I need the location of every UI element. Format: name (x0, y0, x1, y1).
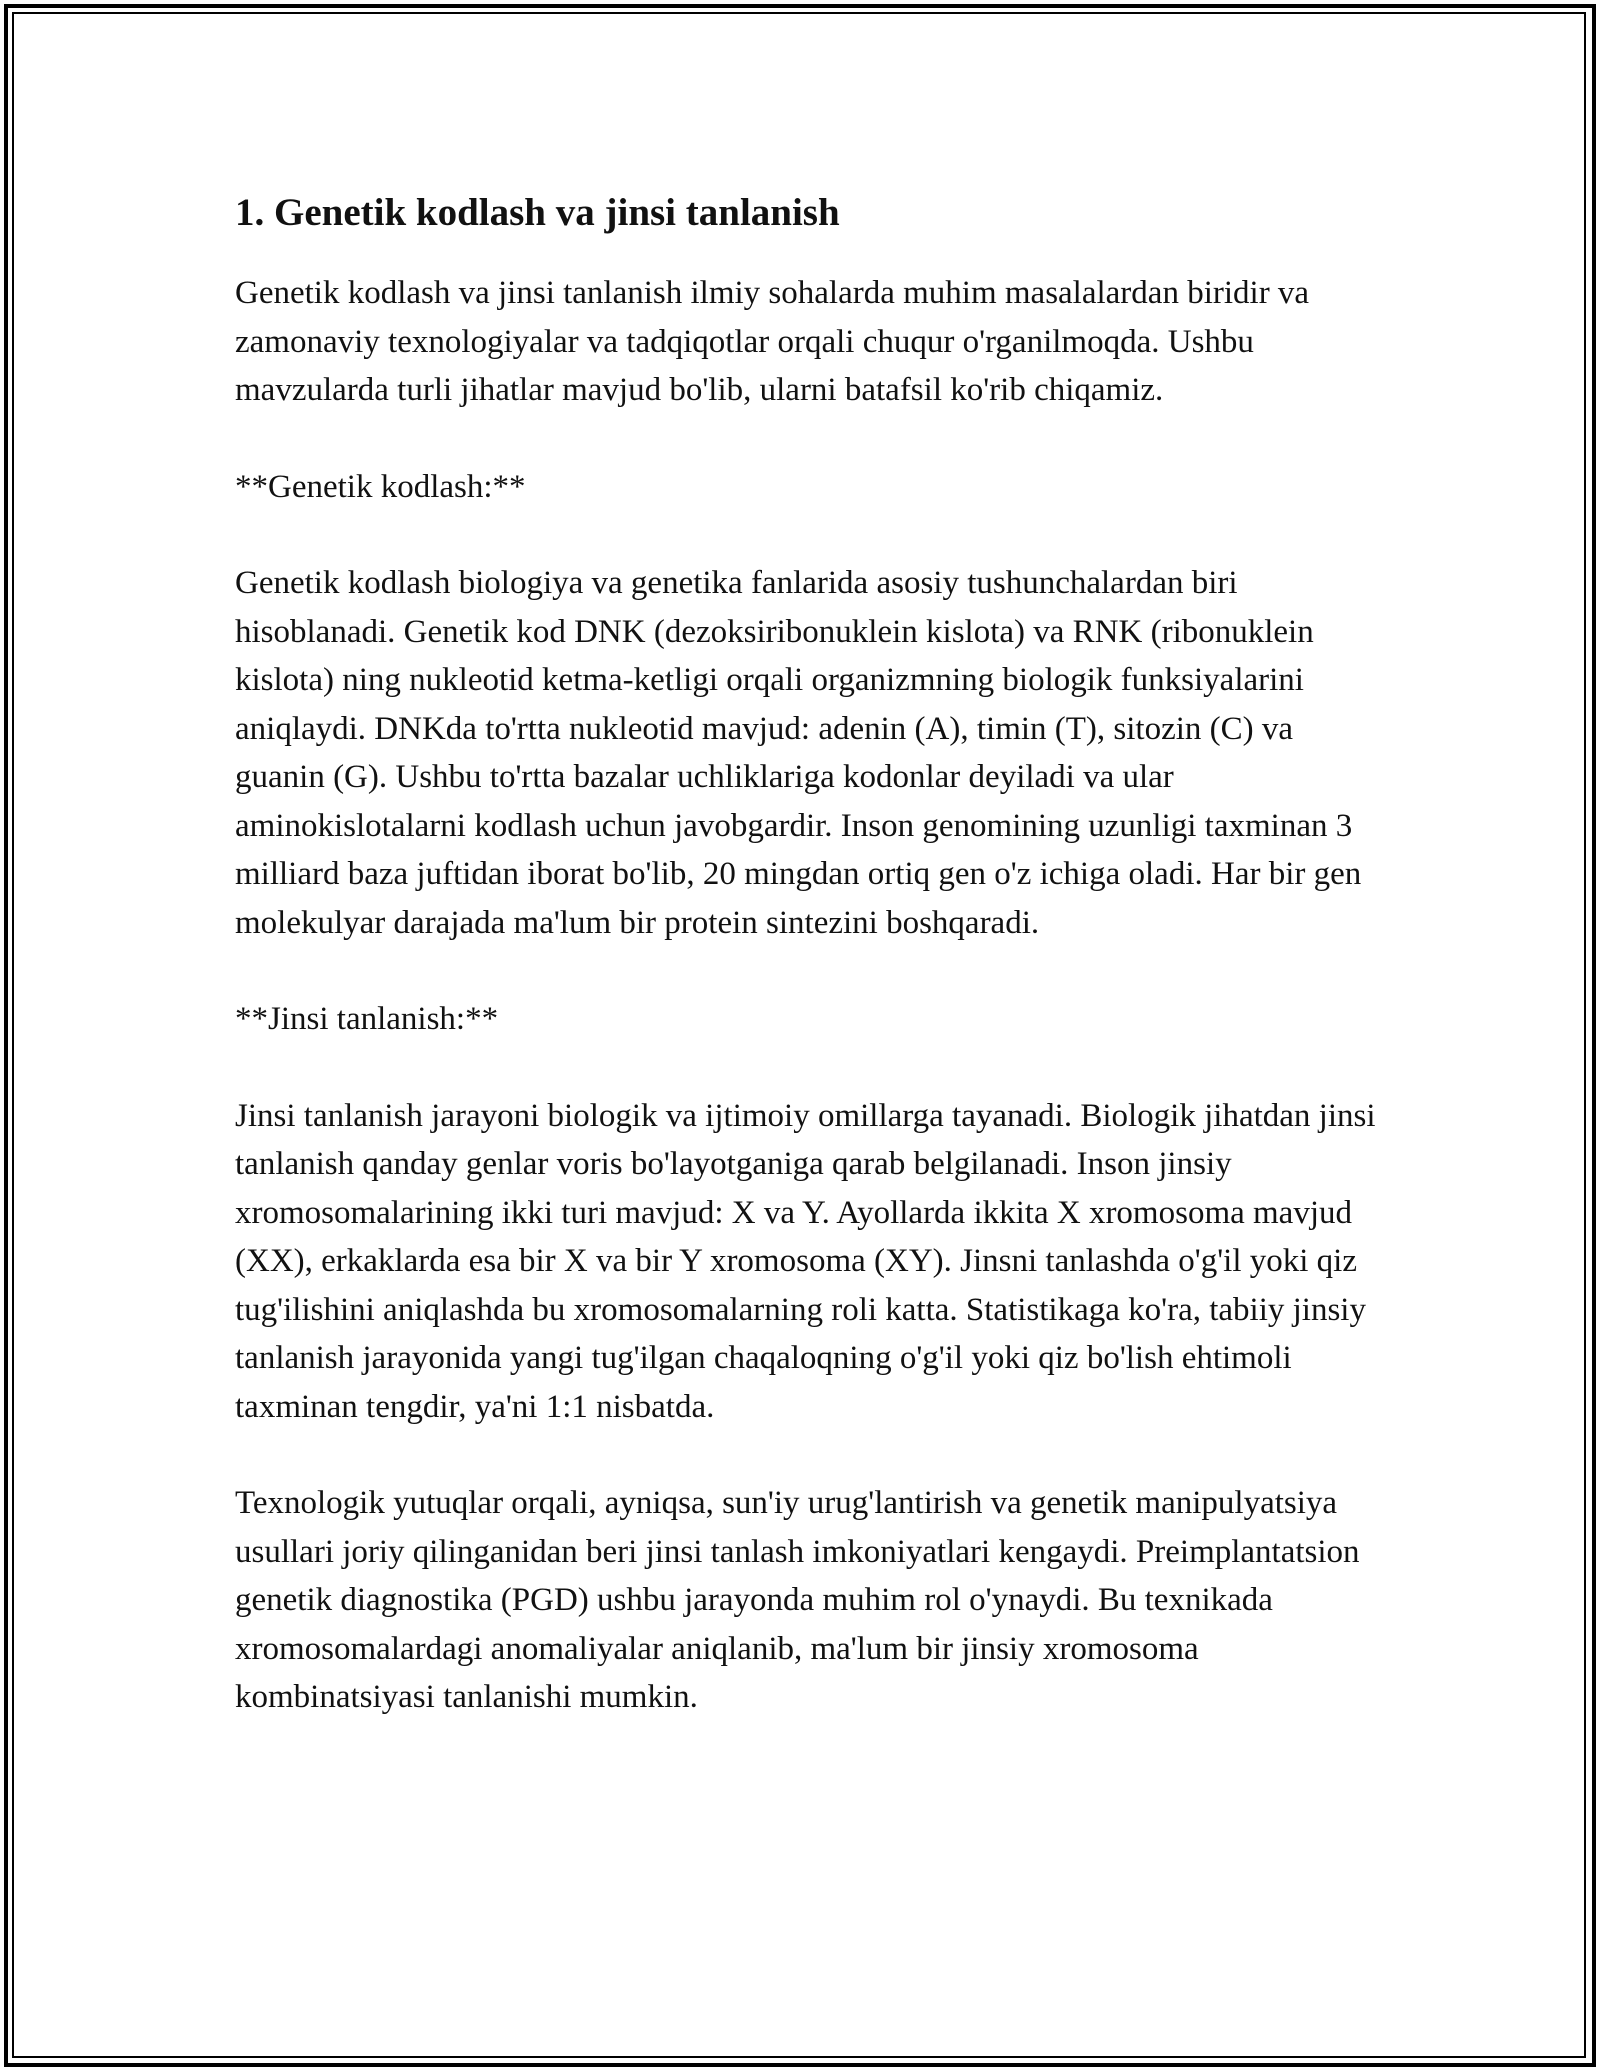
document-title: 1. Genetik kodlash va jinsi tanlanish (235, 191, 840, 234)
document-body (235, 185, 1385, 1770)
section-label-genetic-coding: **Genetik kodlash:** (235, 468, 526, 505)
technology-paragraph: Texnologik yutuqlar orqali, ayniqsa, sun'iy urug'lantirish va genetik manipulyatsiya usullari joriy qilinganidan beri jinsi tanlash imkoniyatlari kengaydi. Preimplantatsion genetik diagnostika (PGD) ushbu jarayonda muhim rol o'ynaydi. Bu texnikada xromosomalardagi anomaliyalar aniqlanib, ma'lum bir jinsiy xromosoma kombinatsiyasi tanlanishi mumkin. (235, 1485, 1360, 1715)
genetic-coding-paragraph: Genetik kodlash biologiya va genetika fanlarida asosiy tushunchalardan biri hisoblanadi. Genetik kod DNK (dezoksiribonuklein kislota) va RNK (ribonuklein kislota) ning nukleotid ketma-ketligi orqali organizmning biologik funksiyalarini aniqlaydi. DNKda to'rtta nukleotid mavjud: adenin (A), timin (T), sitozin (C) va guanin (G). Ushbu to'rtta bazalar uchliklariga kodonlar deyiladi va ular aminokislotalarni kodlash uchun javobgardir. Inson genomining uzunligi taxminan 3 milliard baza juftidan iborat bo'lib, 20 mingdan ortiq gen o'z ichiga oladi. Har bir gen molekulyar darajada ma'lum bir protein sintezini boshqaradi. (235, 565, 1362, 941)
sex-selection-paragraph: Jinsi tanlanish jarayoni biologik va ijtimoiy omillarga tayanadi. Biologik jihatdan jinsi tanlanish qanday genlar voris bo'layotganiga qarab belgilanadi. Inson jinsiy xromosomalarining ikki turi mavjud: X va Y. Ayollarda ikkita X xromosoma mavjud (XX), erkaklarda esa bir X va bir Y xromosoma (XY). Jinsni tanlashda o'g'il yoki qiz tug'ilishini aniqlashda bu xromosomalarning roli katta. Statistikaga ko'ra, tabiiy jinsiy tanlanish jarayonida yangi tug'ilgan chaqaloqning o'g'il yoki qiz bo'lish ehtimoli taxminan tengdir, ya'ni 1:1 nisbatda. (235, 1097, 1376, 1425)
intro-paragraph: Genetik kodlash va jinsi tanlanish ilmiy sohalarda muhim masalalardan biridir va zamonaviy texnologiyalar va tadqiqotlar orqali chuqur o'rganilmoqda. Ushbu mavzularda turli jihatlar mavjud bo'lib, ularni batafsil ko'rib chiqamiz. (235, 275, 1310, 408)
section-label-sex-selection: **Jinsi tanlanish:** (235, 1001, 499, 1037)
